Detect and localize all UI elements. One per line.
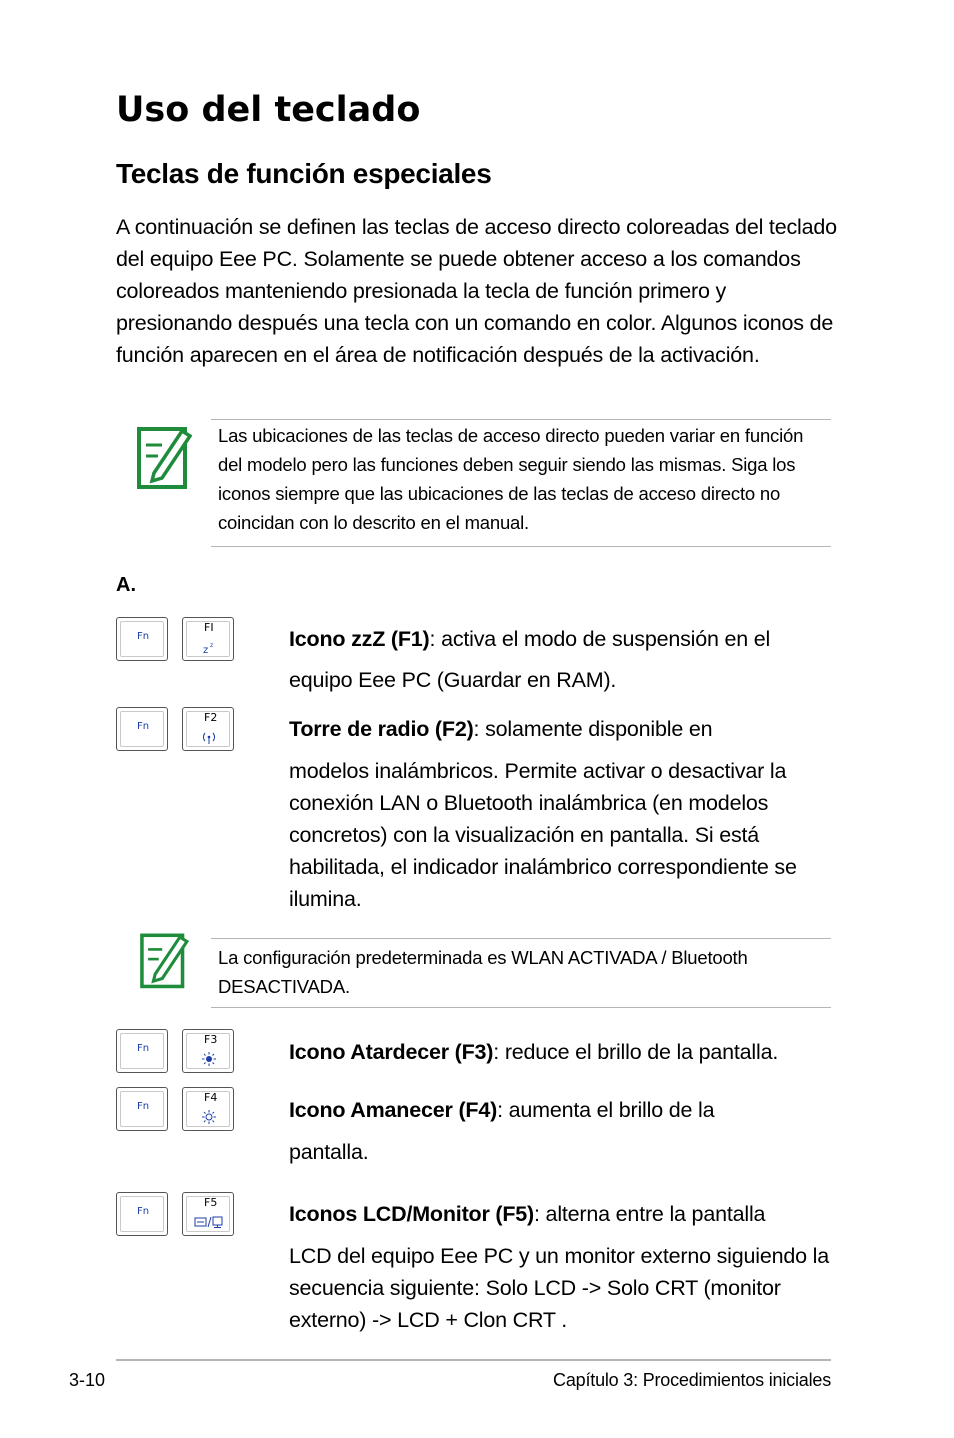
note-text: La configuración predeterminada es WLAN ACTIVADA / Bluetooth DESACTIVADA. (218, 947, 748, 997)
section-label: A. (116, 574, 136, 596)
page-title: Uso del teclado (116, 90, 421, 130)
f5-key: F5 (182, 1192, 234, 1236)
page-number: 3-10 (69, 1370, 106, 1390)
f3-key: F3 (182, 1029, 234, 1073)
section-subtitle: Teclas de función especiales (116, 158, 492, 189)
fn-key: Fn (116, 1029, 168, 1073)
footer-rule (116, 1359, 831, 1361)
svg-text:z: z (203, 645, 209, 654)
f2-key: F2 (182, 707, 234, 751)
radio-tower-icon (201, 730, 217, 744)
f2-name: Torre de radio (F2) (289, 717, 474, 741)
sunset-icon (201, 1052, 217, 1066)
zzz-sleep-icon (201, 640, 217, 654)
chapter-title: Capítulo 3: Procedimientos iniciales (553, 1370, 831, 1390)
f4-name: Icono Amanecer (F4) (289, 1098, 498, 1122)
fn-key: Fn (116, 1087, 168, 1131)
f1-description: Icono zzZ (F1): activa el modo de suspensión en el (289, 627, 771, 651)
f3-description: Icono Atardecer (F3): reduce el brillo de la pantalla. (289, 1040, 779, 1064)
svg-text:z: z (210, 642, 214, 649)
f3-name: Icono Atardecer (F3) (289, 1040, 494, 1064)
note-box (211, 938, 831, 1008)
f4-description-cont: pantalla. (289, 1140, 369, 1164)
f1-key: FI z z (182, 617, 234, 661)
f5-description: Iconos LCD/Monitor (F5): alterna entre la pantalla (289, 1202, 766, 1226)
f5-name: Iconos LCD/Monitor (F5) (289, 1202, 535, 1226)
fn-key: Fn (116, 707, 168, 751)
f1-name: Icono zzZ (F1) (289, 627, 430, 651)
f4-description: Icono Amanecer (F4): aumenta el brillo de la (289, 1098, 715, 1122)
note-text: Las ubicaciones de las teclas de acceso directo pueden variar en función del modelo pero las funciones deben seguir siendo las mismas. Siga los iconos siempre que las ubicaciones de las teclas de acceso directo no coincidan con lo descrito en el manual. (218, 425, 804, 533)
f1-description-cont: equipo Eee PC (Guardar en RAM). (289, 668, 617, 692)
fn-key: Fn (116, 1192, 168, 1236)
sunrise-icon (201, 1110, 217, 1124)
fn-key: Fn (116, 617, 168, 661)
intro-paragraph: A continuación se definen las teclas de acceso directo coloreadas del teclado del equipo Eee PC. Solamente se puede obtener acceso a los comandos coloreados manteniendo presionada la tecla de función primero y presionando después una tecla con un comando en color. Algunos iconos de función aparecen en el área de notificación después de la activación. (116, 215, 837, 367)
note-pencil-icon (136, 930, 192, 990)
f5-description-cont: LCD del equipo Eee PC y un monitor externo siguiendo la secuencia siguiente: Solo LCD -> Solo CRT (monitor externo) -> LCD + Clon CRT . (289, 1244, 829, 1332)
lcd-monitor-icon (194, 1215, 224, 1229)
f2-description: Torre de radio (F2): solamente disponible en (289, 717, 713, 741)
note-box (211, 419, 831, 547)
note-pencil-icon (136, 423, 192, 491)
f2-description-cont: modelos inalámbricos. Permite activar o desactivar la conexión LAN o Bluetooth inalámbrica (en modelos concretos) con la visualización en pantalla. Si está habilitada, el indicador inalámbrico correspondiente se ilumina. (289, 759, 797, 911)
f4-key: F4 (182, 1087, 234, 1131)
